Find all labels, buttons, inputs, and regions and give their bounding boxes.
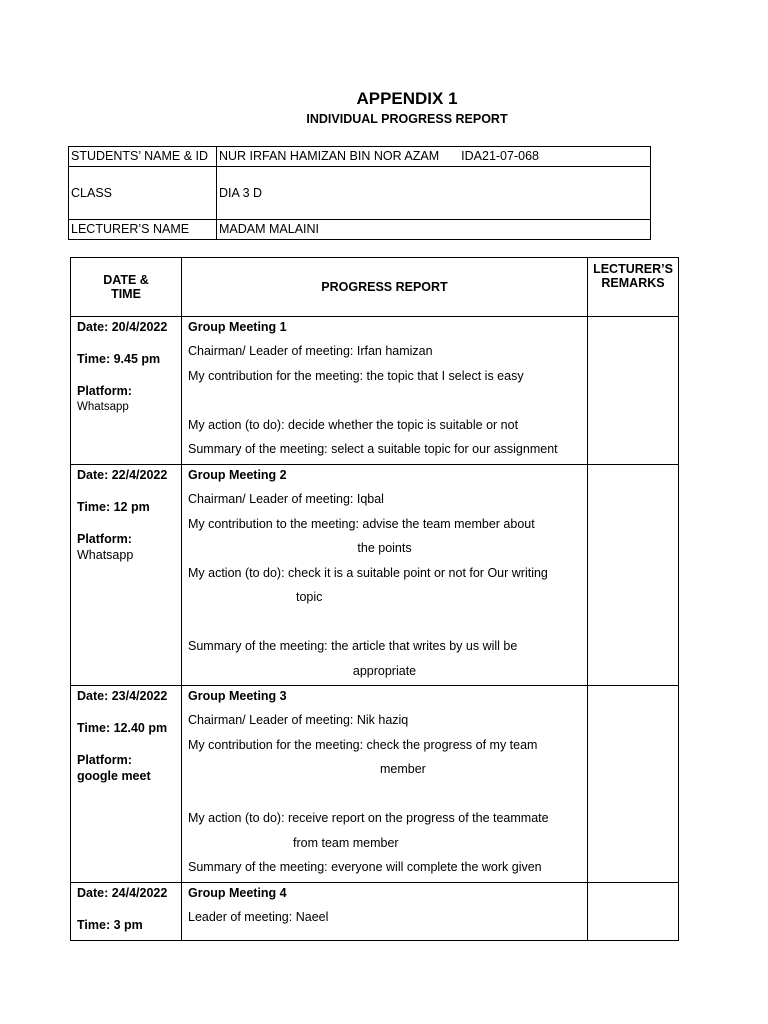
meeting-date: Date: 22/4/2022	[77, 468, 168, 482]
student-info-table	[68, 146, 651, 240]
progress-cell	[182, 686, 588, 883]
progress-cell	[182, 882, 588, 940]
platform-value: google meet	[77, 769, 151, 783]
meeting-date: Date: 23/4/2022	[77, 689, 168, 703]
lecturer-label: LECTURER’S NAME	[69, 220, 217, 240]
student-id: IDA21-07-068	[461, 149, 539, 163]
chair-line: Chairman/ Leader of meeting: Irfan hamizan	[188, 344, 433, 358]
remarks-cell	[588, 465, 679, 686]
remarks-cell	[588, 882, 679, 940]
meeting-time: Time: 9.45 pm	[77, 352, 161, 366]
class-label: CLASS	[69, 167, 217, 220]
progress-report-table	[70, 257, 679, 941]
chair-line: Chairman/ Leader of meeting: Nik haziq	[188, 713, 409, 727]
table-row	[71, 465, 679, 686]
student-name: NUR IRFAN HAMIZAN BIN NOR AZAM	[219, 149, 440, 163]
summary-line: Summary of the meeting: the article that writes by us will be	[188, 639, 518, 653]
date-time-cell	[71, 882, 182, 940]
contribution-continuation: member	[380, 762, 426, 776]
meeting-time: Time: 12.40 pm	[77, 721, 168, 735]
platform-value: Whatsapp	[77, 548, 134, 562]
progress-cell	[182, 317, 588, 465]
class-row	[69, 167, 651, 220]
platform-label: Platform:	[77, 384, 132, 398]
name-row	[69, 147, 651, 167]
action-continuation: from team member	[293, 835, 399, 850]
contribution-continuation: the points	[357, 541, 412, 555]
progress-cell	[182, 465, 588, 686]
remarks-header: LECTURER’S REMARKS	[588, 258, 679, 317]
chair-line: Chairman/ Leader of meeting: Iqbal	[188, 492, 384, 506]
meeting-title: Group Meeting 3	[188, 689, 287, 703]
contribution-line: My contribution for the meeting: check the progress of my team	[188, 737, 538, 752]
action-line: My action (to do): check it is a suitable point or not for Our writing	[188, 565, 548, 580]
table-row	[71, 317, 679, 465]
date-time-cell	[71, 317, 182, 465]
action-line: My action (to do): decide whether the topic is suitable or not	[188, 417, 519, 432]
remarks-cell	[588, 317, 679, 465]
meeting-title: Group Meeting 4	[188, 885, 287, 900]
platform-label: Platform:	[77, 753, 132, 767]
meeting-time: Time: 3 pm	[77, 917, 143, 932]
document-title: APPENDIX 1	[356, 89, 458, 108]
date-time-cell	[71, 465, 182, 686]
document-subtitle: INDIVIDUAL PROGRESS REPORT	[306, 112, 508, 126]
name-label: STUDENTS’ NAME & ID	[69, 147, 217, 167]
summary-line: Summary of the meeting: select a suitable topic for our assignment	[188, 442, 558, 456]
table-row	[71, 686, 679, 883]
chair-line: Leader of meeting: Naeel	[188, 909, 329, 924]
class-value: DIA 3 D	[217, 167, 651, 220]
contribution-line: My contribution for the meeting: the topic that I select is easy	[188, 368, 524, 383]
lecturer-row	[69, 220, 651, 240]
action-continuation: topic	[296, 590, 323, 604]
summary-continuation: appropriate	[352, 663, 417, 678]
platform-label: Platform:	[77, 532, 132, 546]
name-id-cell	[217, 147, 651, 167]
contribution-line: My contribution to the meeting: advise the team member about	[188, 516, 535, 531]
meeting-time: Time: 12 pm	[77, 500, 150, 514]
meeting-date: Date: 24/4/2022	[77, 885, 168, 900]
summary-line: Summary of the meeting: everyone will complete the work given	[188, 860, 542, 874]
meeting-date: Date: 20/4/2022	[77, 320, 168, 334]
progress-header: PROGRESS REPORT	[182, 258, 588, 317]
report-header-row	[71, 258, 679, 317]
meeting-title: Group Meeting 2	[188, 468, 287, 482]
remarks-cell	[588, 686, 679, 883]
meeting-title: Group Meeting 1	[188, 320, 287, 334]
date-time-header: DATE & TIME	[71, 258, 182, 317]
action-line: My action (to do): receive report on the progress of the teammate	[188, 811, 549, 825]
lecturer-value: MADAM MALAINI	[217, 220, 651, 240]
date-time-cell	[71, 686, 182, 883]
platform-value: Whatsapp	[77, 401, 129, 413]
table-row	[71, 882, 679, 940]
